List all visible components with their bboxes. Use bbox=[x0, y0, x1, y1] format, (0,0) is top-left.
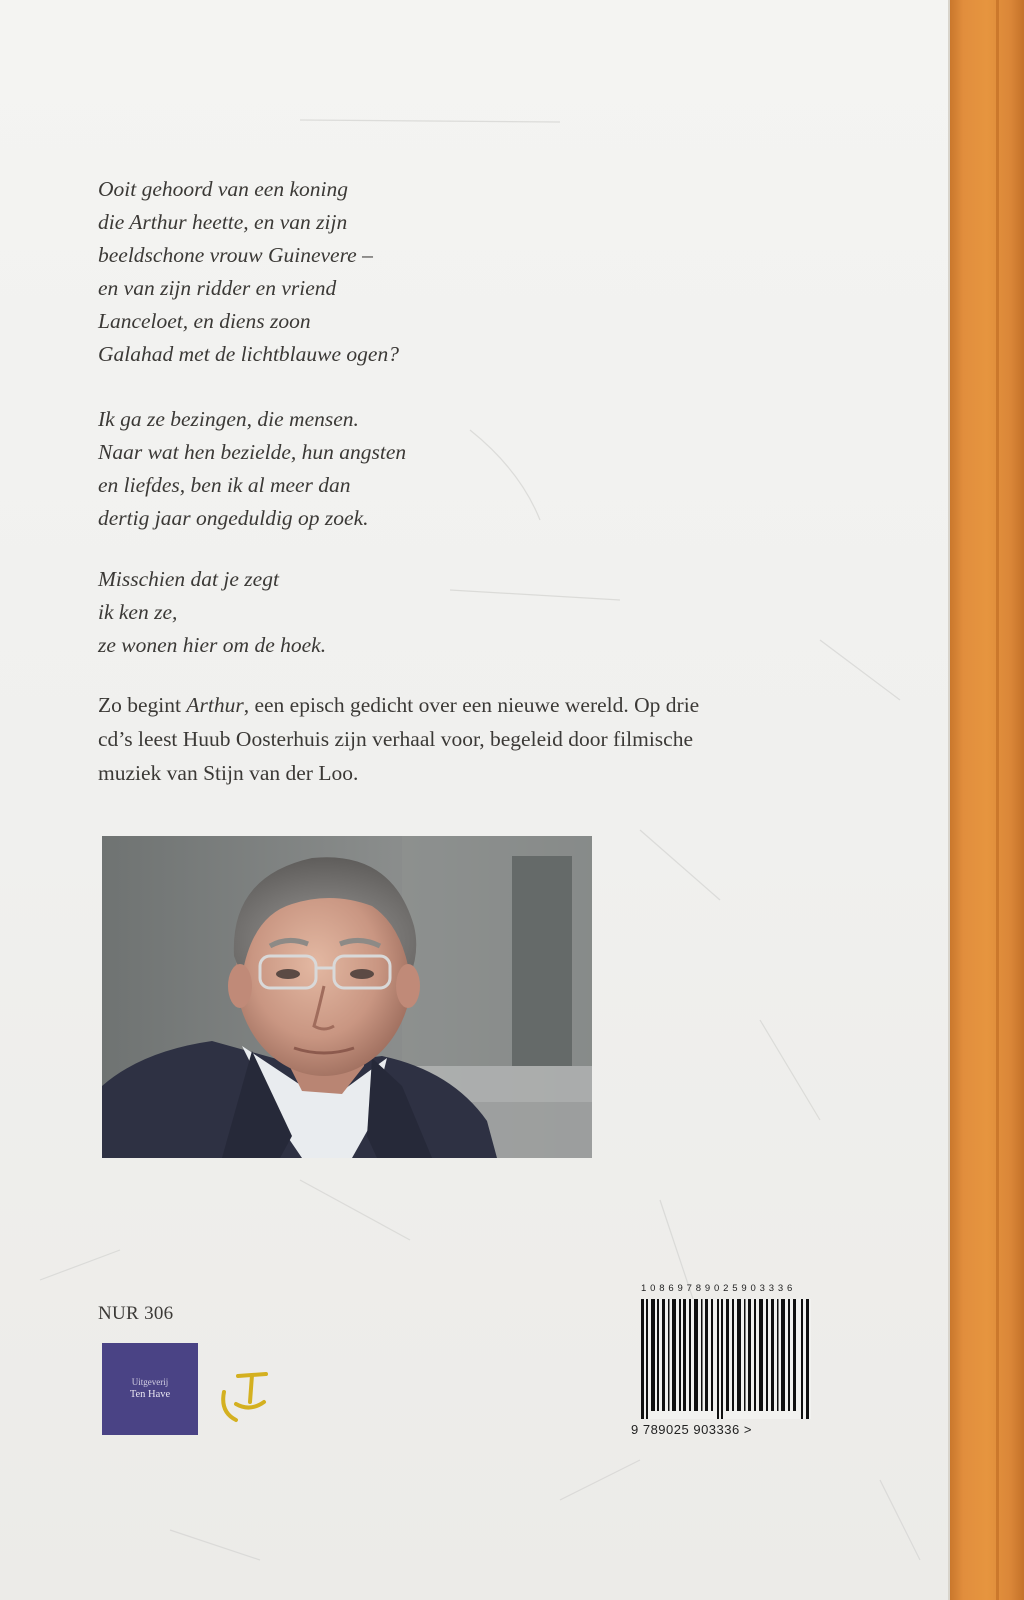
blurb-line: cd’s leest Huub Oosterhuis zijn verhaal voor, begeleid door filmische bbox=[98, 727, 694, 751]
publisher-logo bbox=[102, 1343, 198, 1435]
blurb-text: , een episch gedicht over een nieuwe wereld. Op drie bbox=[243, 693, 700, 717]
poem-line: Ik ga ze bezingen, die mensen. bbox=[98, 407, 359, 431]
book-spine bbox=[950, 0, 1024, 1600]
poem-line: en liefdes, ben ik al meer dan bbox=[98, 473, 351, 497]
poem-line: Naar wat hen bezielde, hun angsten bbox=[98, 440, 407, 464]
poem-line: ze wonen hier om de hoek. bbox=[98, 633, 327, 657]
book-title: Arthur bbox=[186, 693, 244, 717]
blurb-line: muziek van Stijn van der Loo. bbox=[98, 761, 359, 785]
poem-line: Lanceloet, en diens zoon bbox=[98, 309, 311, 333]
blurb-paragraph bbox=[98, 688, 818, 790]
blurb-line bbox=[98, 688, 818, 722]
poem-line: beeldschone vrouw Guinevere – bbox=[98, 243, 373, 267]
poem-line: en van zijn ridder en vriend bbox=[98, 276, 337, 300]
poem-stanza-3 bbox=[98, 563, 326, 662]
poem-line: die Arthur heette, en van zijn bbox=[98, 210, 348, 234]
spine-edge bbox=[996, 0, 999, 1600]
poem-line: ik ken ze, bbox=[98, 600, 178, 624]
poem-line: dertig jaar ongeduldig op zoek. bbox=[98, 506, 369, 530]
barcode-icon bbox=[641, 1299, 811, 1419]
blurb-text: Zo begint bbox=[98, 693, 187, 717]
poem-line: Ooit gehoord van een koning bbox=[98, 177, 348, 201]
poem-line: Misschien dat je zegt bbox=[98, 567, 279, 591]
poem-stanza-1 bbox=[98, 173, 399, 371]
poem-line: Galahad met de lichtblauwe ogen? bbox=[98, 342, 399, 366]
publisher-logo-line: Ten Have bbox=[129, 1389, 171, 1400]
author-portrait-image bbox=[102, 836, 592, 1158]
isbn-number: 9 789025 903336 > bbox=[631, 1422, 752, 1437]
nur-code: NUR 306 bbox=[98, 1303, 174, 1324]
author-photo bbox=[102, 836, 592, 1158]
barcode-supplement-number: 1 0 8 6 9 7 8 9 0 2 5 9 0 3 3 3 6 bbox=[641, 1283, 793, 1294]
t-swirl-logo-icon bbox=[214, 1362, 280, 1428]
publisher-logo-line: Uitgeverij bbox=[131, 1377, 169, 1387]
poem-stanza-2 bbox=[98, 403, 406, 535]
